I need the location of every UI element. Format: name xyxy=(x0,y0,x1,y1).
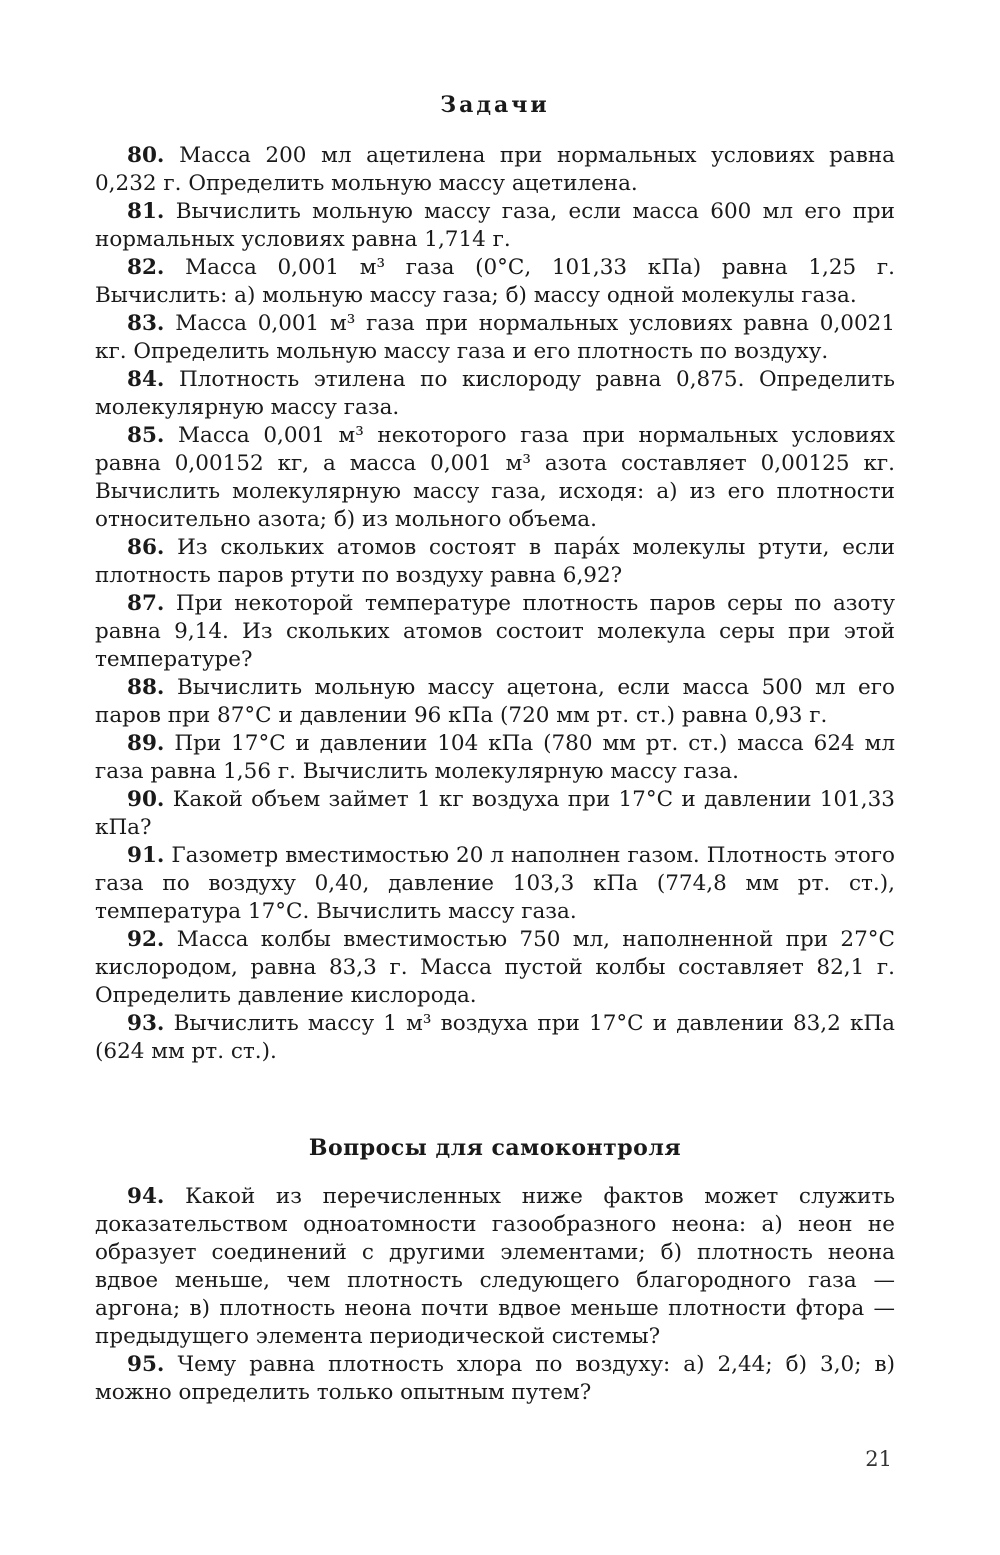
question-number: 94. xyxy=(127,1184,165,1209)
section-title-self-control: Вопросы для самоконтроля xyxy=(308,1135,682,1161)
problem-text: Какой объем займет 1 кг воздуха при 17°С и давлении 101,33 кПа? xyxy=(95,787,895,840)
problem-number: 86. xyxy=(127,535,165,560)
problem-text: Вычислить мольную массу ацетона, если масса 500 мл его паров при 87°С и давлении 96 кПа (720 мм рт. ст.) равна 0,93 г. xyxy=(95,675,895,728)
problem-text: Из скольких атомов состоят в пара́х молекулы ртути, если плотность паров ртути по воздуху равна 6,92? xyxy=(95,535,895,588)
question-95 xyxy=(95,1351,895,1407)
problem-83 xyxy=(95,310,895,366)
problems-list xyxy=(95,142,895,1066)
problem-text: Масса колбы вместимостью 750 мл, наполненной при 27°С кислородом, равна 83,3 г. Масса пустой колбы составляет 82,1 г. Определить давление кислорода. xyxy=(95,927,895,1008)
problem-text: Плотность этилена по кислороду равна 0,875. Определить молекулярную массу газа. xyxy=(95,367,895,420)
page-number: 21 xyxy=(865,1447,892,1471)
problem-number: 80. xyxy=(127,143,165,168)
question-94 xyxy=(95,1183,895,1351)
problem-number: 89. xyxy=(127,731,165,756)
problem-text: Вычислить мольную массу газа, если масса 600 мл его при нормальных условиях равна 1,714 г. xyxy=(95,199,895,252)
problem-89 xyxy=(95,730,895,786)
problem-number: 81. xyxy=(127,199,165,224)
problem-number: 85. xyxy=(127,423,165,448)
questions-list xyxy=(95,1183,895,1407)
problem-number: 82. xyxy=(127,255,165,280)
problem-81 xyxy=(95,198,895,254)
problem-86 xyxy=(95,534,895,590)
question-text: Какой из перечисленных ниже фактов может служить доказательством одноатомности газообразного неона: а) неон не образует соединений с другими элементами; б) плотность неона вдвое меньше, чем плотность следующего благородного газа — аргона; в) плотность неона почти вдвое меньше плотности фтора — предыдущего элемента периодической системы? xyxy=(95,1184,895,1349)
problem-number: 90. xyxy=(127,787,165,812)
problem-text: Масса 0,001 м³ газа при нормальных условиях равна 0,0021 кг. Определить мольную массу газа и его плотность по воздуху. xyxy=(95,311,895,364)
problem-93 xyxy=(95,1010,895,1066)
problem-text: Масса 0,001 м³ некоторого газа при нормальных условиях равна 0,00152 кг, а масса 0,001 м³ азота составляет 0,00125 кг. Вычислить молекулярную массу газа, исходя: а) из его плотности относительно азота; б) из мольного объема. xyxy=(95,423,895,532)
problem-text: Масса 0,001 м³ газа (0°С, 101,33 кПа) равна 1,25 г. Вычислить: а) мольную массу газа; б) массу одной молекулы газа. xyxy=(95,255,895,308)
problem-number: 83. xyxy=(127,311,165,336)
problem-text: Газометр вместимостью 20 л наполнен газом. Плотность этого газа по воздуху 0,40, давление 103,3 кПа (774,8 мм рт. ст.), температура 17°С. Вычислить массу газа. xyxy=(95,843,895,924)
section-title-problems: Задачи xyxy=(440,92,550,118)
problem-91 xyxy=(95,842,895,926)
problem-90 xyxy=(95,786,895,842)
problem-number: 88. xyxy=(127,675,165,700)
problem-number: 92. xyxy=(127,927,165,952)
problem-number: 91. xyxy=(127,843,165,868)
question-number: 95. xyxy=(127,1352,165,1377)
problem-88 xyxy=(95,674,895,730)
problem-82 xyxy=(95,254,895,310)
problem-92 xyxy=(95,926,895,1010)
problem-number: 87. xyxy=(127,591,165,616)
problem-text: Масса 200 мл ацетилена при нормальных условиях равна 0,232 г. Определить мольную массу ацетилена. xyxy=(95,143,896,196)
problem-87 xyxy=(95,590,895,674)
problem-number: 93. xyxy=(127,1011,165,1036)
question-text: Чему равна плотность хлора по воздуху: а) 2,44; б) 3,0; в) можно определить только опытным путем? xyxy=(95,1352,895,1405)
problem-80 xyxy=(95,142,895,198)
problem-84 xyxy=(95,366,895,422)
problem-text: При 17°С и давлении 104 кПа (780 мм рт. ст.) масса 624 мл газа равна 1,56 г. Вычислить молекулярную массу газа. xyxy=(95,731,895,784)
problem-number: 84. xyxy=(127,367,165,392)
problem-text: При некоторой температуре плотность паров серы по азоту равна 9,14. Из скольких атомов состоит молекула серы при этой температуре? xyxy=(95,591,895,672)
problem-text: Вычислить массу 1 м³ воздуха при 17°С и давлении 83,2 кПа (624 мм рт. ст.). xyxy=(95,1011,895,1064)
problem-85 xyxy=(95,422,895,534)
